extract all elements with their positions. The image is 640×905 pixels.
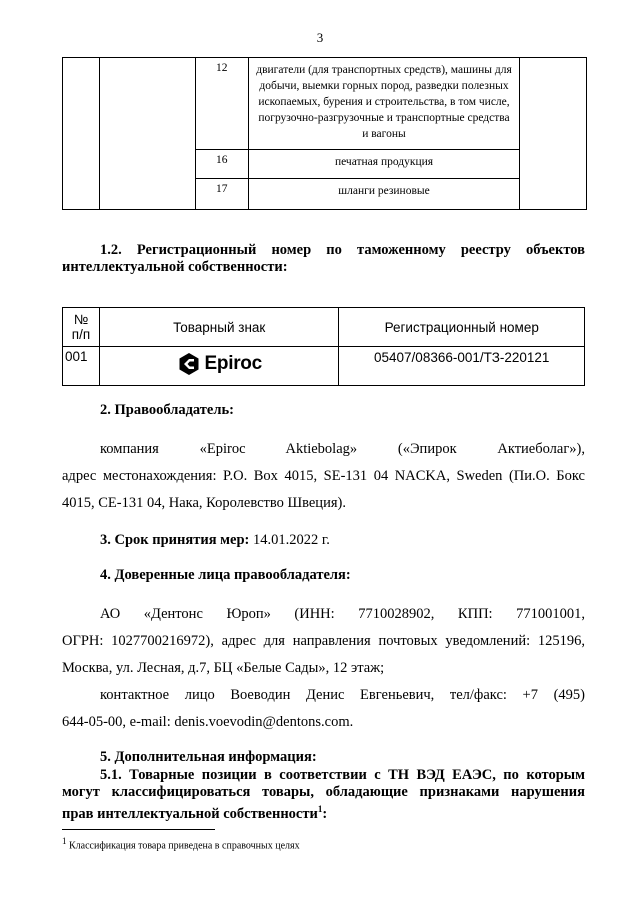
- description-line: двигатели (для транспортных средств), машины для: [256, 64, 512, 76]
- footnote-text: Классификация товара приведена в справочных целях: [69, 840, 300, 852]
- header-number: [63, 308, 100, 347]
- class-description: [249, 58, 520, 150]
- logo-wordmark: Epiroc: [204, 353, 262, 374]
- class-number: 17: [196, 179, 249, 210]
- footnote: [62, 836, 300, 851]
- table-row: [63, 58, 587, 150]
- section-4-heading: 4. Доверенные лица правообладателя:: [100, 567, 351, 583]
- subsection-line: могут классифицироваться товары, обладающие признаками нарушения: [62, 784, 585, 800]
- registration-number: 05407/08366-001/ТЗ-220121: [339, 347, 585, 386]
- description-line: ископаемых, бурения и строительства, в том числе,: [258, 96, 510, 108]
- section-3-value: 14.01.2022 г.: [253, 532, 330, 548]
- table-cell-empty: [63, 58, 100, 210]
- section-3: [62, 532, 585, 549]
- footnote-reference[interactable]: 1: [317, 804, 323, 814]
- trademark-logo-cell: [99, 347, 338, 386]
- section-5-heading: 5. Дополнительная информация:: [100, 749, 317, 765]
- table-cell-empty: [520, 58, 587, 210]
- description-line: и вагоны: [362, 128, 406, 140]
- header-trademark: Товарный знак: [99, 308, 338, 347]
- table-row: [63, 347, 585, 386]
- subsection-line-last: [62, 801, 585, 823]
- class-description: [249, 179, 520, 210]
- subsection-colon: :: [322, 805, 328, 822]
- heading-line: 1.2. Регистрационный номер по таможенному реестру объектов: [100, 242, 585, 258]
- body-line: 4015, СЕ-131 04, Нака, Королевство Швеция).: [62, 495, 346, 511]
- heading-line: интеллектуальной собственности:: [62, 259, 288, 275]
- class-number: 16: [196, 150, 249, 179]
- body-line: АО «Дентонс Юроп» (ИНН: 7710028902, КПП: 771001001,: [100, 606, 585, 622]
- section-1-2-heading: [62, 242, 585, 276]
- header-number-line: №: [73, 312, 89, 327]
- body-line: 644-05-00, e-mail: denis.voevodin@dentons.com.: [62, 714, 354, 730]
- body-line: Москва, ул. Лесная, д.7, БЦ «Белые Сады», 12 этаж;: [62, 660, 385, 676]
- continuation-table: [62, 57, 587, 210]
- section-2-heading: 2. Правообладатель:: [100, 402, 234, 418]
- description-line: шланги резиновые: [338, 185, 430, 197]
- subsection-text: прав интеллектуальной собственности: [62, 805, 318, 822]
- section-4-body: [62, 601, 585, 736]
- description-line: добычи, выемки горных пород, разведки полезных: [259, 80, 509, 92]
- section-3-heading: 3. Срок принятия мер:: [100, 532, 250, 548]
- table-header-row: [63, 308, 585, 347]
- epiroc-logo: [100, 349, 338, 379]
- body-line: контактное лицо Воеводин Денис Евгеньевич, тел/факс: +7 (495): [100, 687, 585, 703]
- footnote-mark: 1: [62, 836, 67, 846]
- page-number: 3: [316, 30, 324, 45]
- header-number-line: п/п: [71, 327, 91, 342]
- class-description: [249, 150, 520, 179]
- trademark-table: [62, 307, 585, 386]
- class-number: 12: [196, 58, 249, 150]
- description-line: погрузочно-разгрузочные и транспортные средства: [258, 112, 510, 124]
- table-cell-empty: [100, 58, 196, 210]
- section-5-1: [62, 767, 585, 823]
- body-line: ОГРН: 1027700216972), адрес для направления почтовых уведомлений: 125196,: [62, 633, 585, 649]
- subsection-line: 5.1. Товарные позиции в соответствии с ТН ВЭД ЕАЭС, по которым: [100, 767, 585, 783]
- section-2-body: [62, 436, 585, 517]
- row-number: 001: [63, 347, 100, 386]
- header-reg-number: Регистрационный номер: [339, 308, 585, 347]
- epiroc-hexagon-icon: [177, 352, 201, 376]
- body-line: компания «Epiroc Aktiebolag» («Эпирок Актиеболаг»),: [100, 441, 585, 457]
- body-line: адрес местонахождения: P.O. Box 4015, SE-131 04 NACKA, Sweden (Пи.О. Бокс: [62, 468, 585, 484]
- description-line: печатная продукция: [334, 156, 434, 168]
- footnote-divider: [62, 829, 215, 830]
